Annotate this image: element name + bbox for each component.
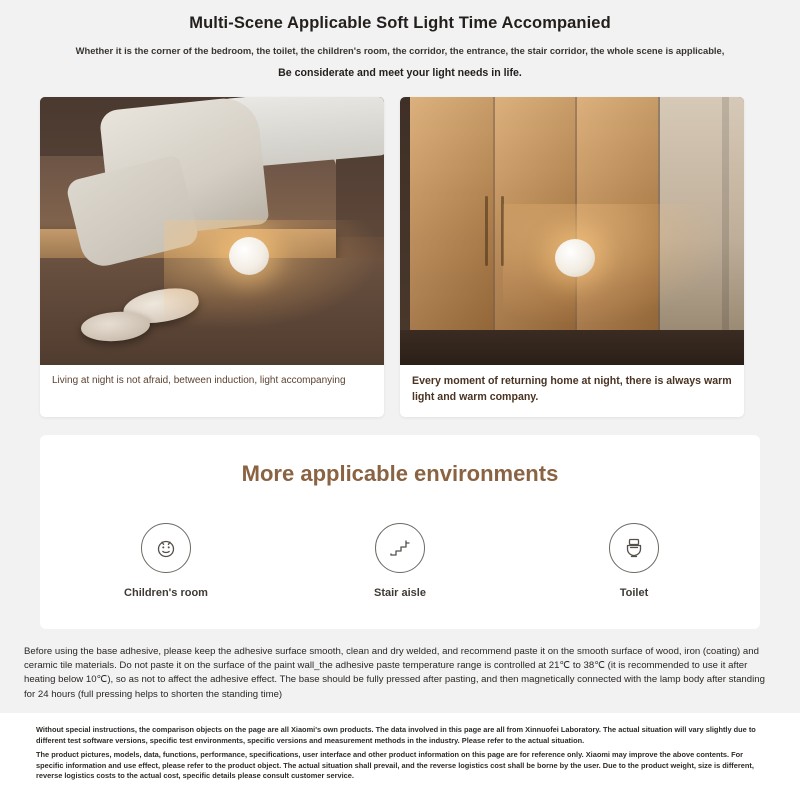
adhesive-usage-note: Before using the base adhesive, please keep the adhesive surface smooth, clean and dry welded, and recommend paste it on the smooth surface of wood, iron (coating) and ceramic tile materials. Do not paste it on the surface of the paint wall_the adhesive paste temperature range is controlled at 21℃ to 38℃ (it is recommended to use it after heating below 10℃), so as not to affect the adhesive effect. The base should be fully pressed after pasting, and then magnetically connected with the lamp body after standing for 24 hours (full pressing helps to shorten the standing time) <box>24 645 765 700</box>
environments-title: More applicable environments <box>241 460 559 486</box>
toilet-icon <box>609 523 659 573</box>
bedroom-night-photo <box>40 97 384 365</box>
environment-item-stair-aisle <box>325 523 475 599</box>
footer-disclaimer <box>0 713 800 800</box>
photo-light-glow <box>164 220 377 327</box>
environment-item-label: Toilet <box>619 586 649 599</box>
photo-wardrobe-door <box>410 97 494 333</box>
night-light-device <box>229 237 269 275</box>
environment-item-toilet <box>559 523 709 599</box>
scene-cards <box>0 79 800 417</box>
footer-line-1: Without special instructions, the comparison objects on the page are all Xiaomi's own products. The data involved in this page are all from Xinnuofei Laboratory. The actual situation will vary slightly due to different test software versions, specific test environments, specific versions and measurement methods in the industry. Please refer to the actual situation. <box>36 725 756 745</box>
scene-card-hallway <box>400 97 744 417</box>
environment-item-childrens-room <box>91 523 241 599</box>
scene-card-caption: Every moment of returning home at night, there is always warm light and warm company. <box>412 375 732 403</box>
footer-line-2: The product pictures, models, data, functions, performance, specifications, user interface and other product information on this page are for reference only. Xiaomi may improve the above contents. For specific information and use effect, please refer to the product object. The actual situation shall prevail, and the reverse logistics cost shall be borne by the user. Due to the product weight, size is different, reverse logistics costs to the actual cost, specific details please consult customer service. <box>36 750 754 781</box>
night-light-device <box>555 239 595 277</box>
environment-item-label: Stair aisle <box>374 586 426 599</box>
page-title: Multi-Scene Applicable Soft Light Time Accompanied <box>189 14 611 32</box>
environments-list <box>60 523 740 599</box>
photo-light-glow <box>503 204 716 322</box>
page-subtitle-1: Whether it is the corner of the bedroom, the toilet, the children's room, the corridor, the entrance, the stair corridor, the whole scene is applicable, <box>75 45 725 56</box>
stairs-icon <box>375 523 425 573</box>
environment-item-label: Children's room <box>124 586 208 599</box>
photo-floor <box>400 330 744 365</box>
wardrobe-hallway-photo <box>400 97 744 365</box>
environments-panel <box>40 435 760 629</box>
scene-card-caption: Living at night is not afraid, between induction, light accompanying <box>52 375 346 387</box>
page-header <box>0 0 800 79</box>
scene-card-bedroom <box>40 97 384 417</box>
photo-wardrobe-handle <box>485 196 488 266</box>
page-subtitle-2: Be considerate and meet your light needs in life. <box>278 67 522 80</box>
child-face-icon <box>141 523 191 573</box>
